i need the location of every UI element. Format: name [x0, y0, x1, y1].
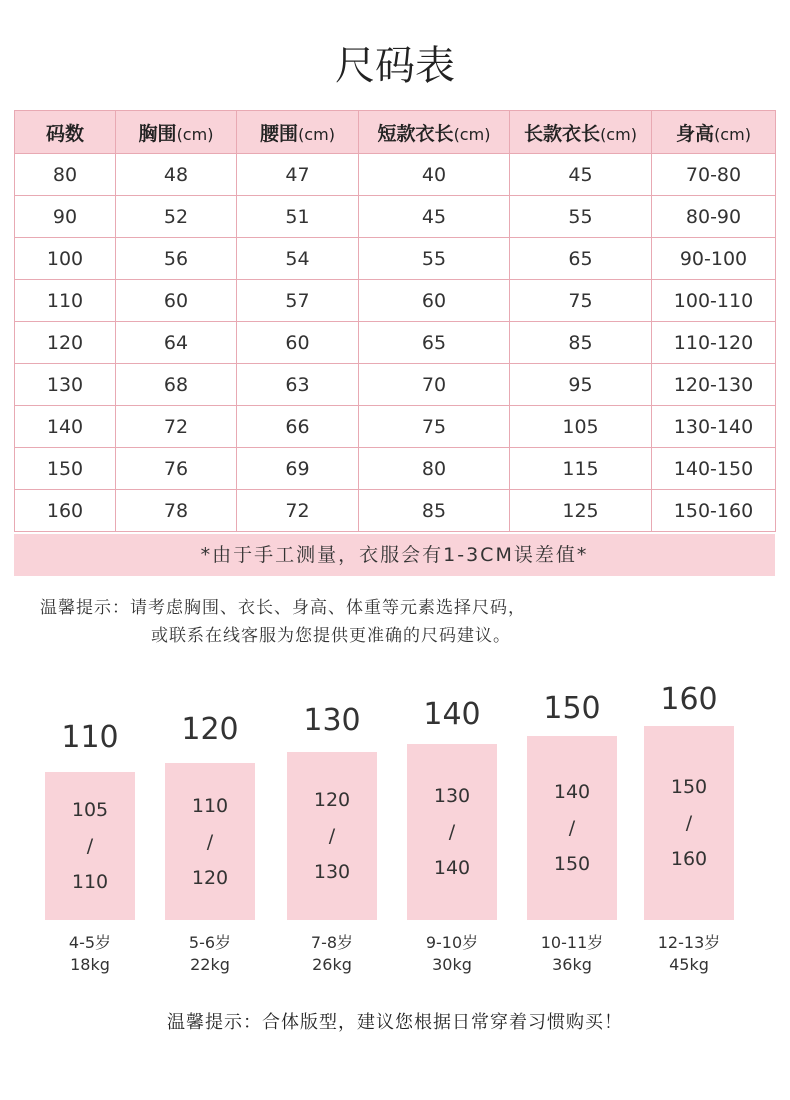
table-cell: 150 — [15, 448, 116, 490]
weight-label: 36kg — [552, 955, 592, 974]
table-cell: 125 — [510, 490, 652, 532]
size-label: 120 — [181, 712, 239, 747]
table-cell: 90-100 — [652, 238, 776, 280]
table-cell: 72 — [116, 406, 237, 448]
height-range-bottom: 150 — [553, 853, 591, 875]
table-cell: 75 — [510, 280, 652, 322]
height-range-box — [45, 772, 135, 920]
age-label: 4-5岁 — [68, 933, 112, 952]
height-range-box — [644, 726, 734, 920]
size-label: 140 — [423, 697, 481, 732]
age-label: 12-13岁 — [657, 933, 721, 952]
table-cell: 115 — [510, 448, 652, 490]
table-cell: 60 — [359, 280, 510, 322]
table-cell: 160 — [15, 490, 116, 532]
table-cell: 72 — [237, 490, 359, 532]
table-cell: 57 — [237, 280, 359, 322]
range-separator: / — [206, 830, 214, 853]
table-cell: 52 — [116, 196, 237, 238]
header-height: 身高(cm) — [652, 111, 776, 154]
table-cell: 47 — [237, 154, 359, 196]
table-cell: 66 — [237, 406, 359, 448]
header-short-length: 短款衣长(cm) — [359, 111, 510, 154]
age-label: 5-6岁 — [188, 933, 232, 952]
table-cell: 100-110 — [652, 280, 776, 322]
age-label: 10-11岁 — [540, 933, 604, 952]
height-range-top: 130 — [433, 785, 471, 807]
height-range-bottom: 140 — [433, 857, 471, 879]
table-cell: 80 — [15, 154, 116, 196]
page-title: 尺码表 — [335, 43, 455, 89]
table-cell: 90 — [15, 196, 116, 238]
table-cell: 150-160 — [652, 490, 776, 532]
height-range-top: 110 — [191, 794, 229, 817]
height-range-top: 105 — [71, 799, 109, 821]
weight-label: 22kg — [190, 955, 230, 974]
table-cell: 63 — [237, 364, 359, 406]
table-cell: 64 — [116, 322, 237, 364]
table-row — [15, 490, 776, 532]
table-cell: 95 — [510, 364, 652, 406]
table-cell: 130-140 — [652, 406, 776, 448]
table-cell: 60 — [237, 322, 359, 364]
table-cell: 65 — [359, 322, 510, 364]
measurement-note: *由于手工测量，衣服会有1-3CM误差值* — [14, 534, 775, 576]
table-row — [15, 448, 776, 490]
table-cell: 76 — [116, 448, 237, 490]
size-table — [14, 110, 776, 532]
table-cell: 120 — [15, 322, 116, 364]
range-separator: / — [448, 821, 456, 843]
sizing-tip — [40, 594, 526, 650]
table-cell: 140 — [15, 406, 116, 448]
table-cell: 110-120 — [652, 322, 776, 364]
table-cell: 80 — [359, 448, 510, 490]
size-label: 110 — [61, 720, 119, 755]
sizing-tip-line1: 温馨提示：请考虑胸围、衣长、身高、体重等元素选择尺码， — [40, 598, 526, 618]
header-waist: 腰围(cm) — [237, 111, 359, 154]
size-label: 160 — [660, 682, 718, 717]
age-label: 9-10岁 — [425, 933, 479, 952]
table-cell: 69 — [237, 448, 359, 490]
table-cell: 130 — [15, 364, 116, 406]
header-long-length: 长款衣长(cm) — [510, 111, 652, 154]
height-range-bottom: 120 — [191, 866, 229, 889]
table-header-row — [15, 111, 776, 154]
age-label: 7-8岁 — [310, 933, 354, 952]
table-row — [15, 238, 776, 280]
weight-label: 30kg — [432, 955, 472, 974]
table-row — [15, 322, 776, 364]
table-row — [15, 196, 776, 238]
table-cell: 85 — [359, 490, 510, 532]
table-cell: 45 — [359, 196, 510, 238]
height-range-bottom: 160 — [670, 848, 708, 870]
weight-label: 18kg — [70, 955, 110, 974]
table-cell: 70 — [359, 364, 510, 406]
table-cell: 105 — [510, 406, 652, 448]
range-separator: / — [685, 812, 693, 834]
size-label: 130 — [303, 703, 361, 738]
range-separator: / — [86, 835, 94, 857]
table-cell: 85 — [510, 322, 652, 364]
table-row — [15, 364, 776, 406]
weight-label: 45kg — [669, 955, 709, 974]
table-row — [15, 154, 776, 196]
range-separator: / — [328, 825, 336, 847]
table-cell: 40 — [359, 154, 510, 196]
table-cell: 48 — [116, 154, 237, 196]
table-cell: 78 — [116, 490, 237, 532]
weight-label: 26kg — [312, 955, 352, 974]
header-size: 码数 — [15, 111, 116, 154]
table-cell: 70-80 — [652, 154, 776, 196]
height-range-top: 120 — [313, 789, 351, 811]
height-range-bottom: 110 — [71, 871, 109, 893]
table-cell: 80-90 — [652, 196, 776, 238]
table-cell: 120-130 — [652, 364, 776, 406]
table-cell: 51 — [237, 196, 359, 238]
table-cell: 55 — [510, 196, 652, 238]
table-cell: 60 — [116, 280, 237, 322]
height-range-box — [407, 744, 497, 920]
range-separator: / — [568, 817, 576, 839]
table-cell: 68 — [116, 364, 237, 406]
height-range-box — [165, 763, 255, 920]
height-range-top: 150 — [670, 776, 708, 798]
sizing-tip-line2: 或联系在线客服为您提供更准确的尺码建议。 — [151, 626, 511, 646]
height-range-top: 140 — [553, 781, 591, 803]
height-range-bottom: 130 — [313, 861, 351, 883]
table-cell: 55 — [359, 238, 510, 280]
size-label: 150 — [543, 691, 601, 726]
header-chest: 胸围(cm) — [116, 111, 237, 154]
table-cell: 56 — [116, 238, 237, 280]
table-cell: 45 — [510, 154, 652, 196]
table-cell: 65 — [510, 238, 652, 280]
table-cell: 54 — [237, 238, 359, 280]
table-row — [15, 280, 776, 322]
table-row — [15, 406, 776, 448]
fit-tip: 温馨提示：合体版型，建议您根据日常穿着习惯购买！ — [167, 1012, 623, 1033]
table-cell: 75 — [359, 406, 510, 448]
table-cell: 110 — [15, 280, 116, 322]
table-cell: 140-150 — [652, 448, 776, 490]
height-range-box — [287, 752, 377, 920]
height-range-box — [527, 736, 617, 920]
table-cell: 100 — [15, 238, 116, 280]
